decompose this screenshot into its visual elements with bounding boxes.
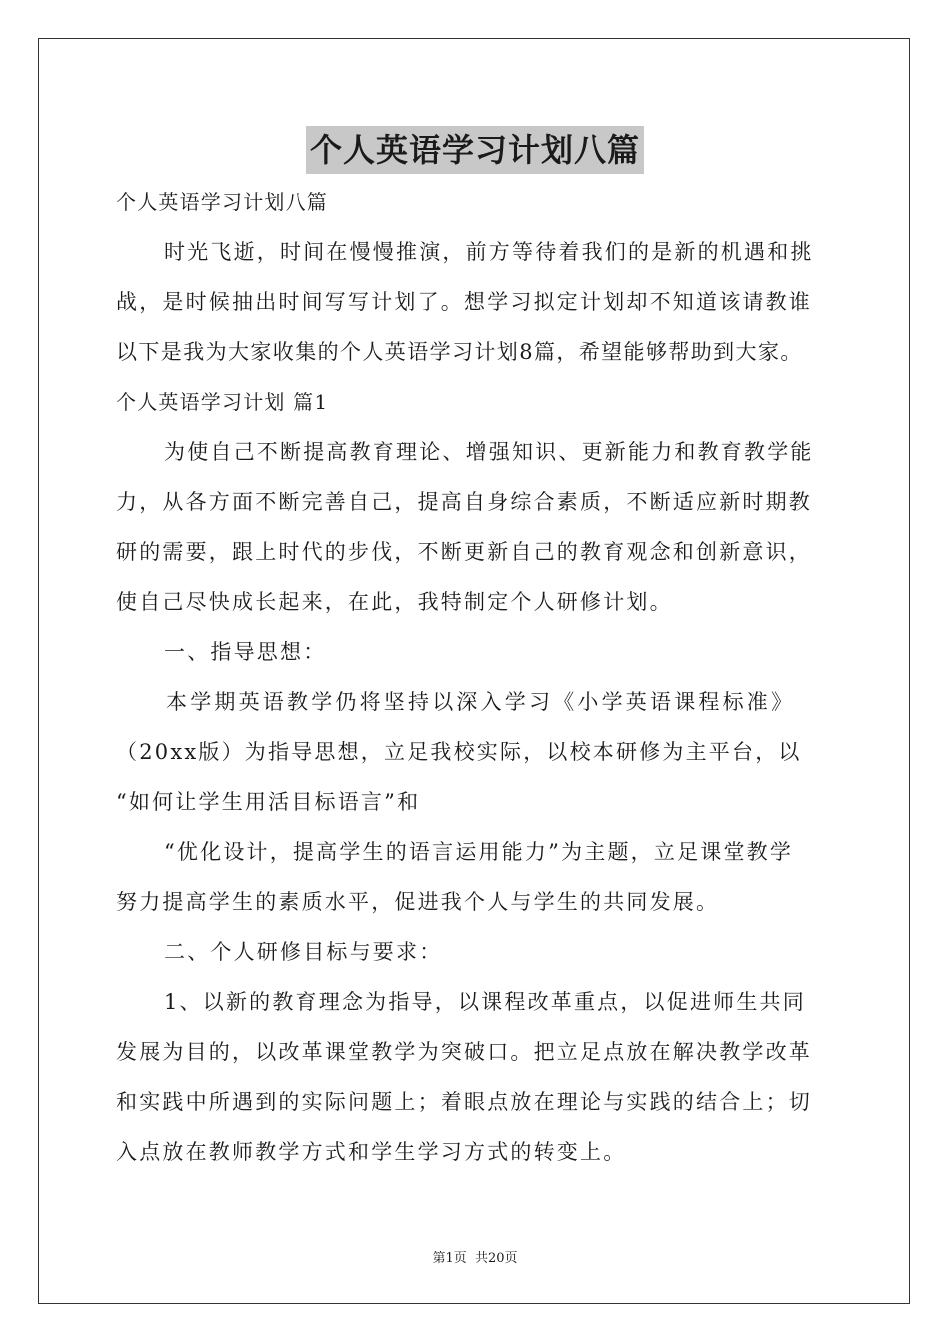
paragraph-line: 以下是我为大家收集的个人英语学习计划8篇，希望能够帮助到大家。 (116, 340, 803, 364)
paragraph-line: 入点放在教师教学方式和学生学习方式的转变上。 (116, 1140, 627, 1164)
paragraph-line: （20xx版）为指导思想，立足我校实际，以校本研修为主平台，以 (116, 740, 802, 764)
page-number: 第1页 (432, 1251, 467, 1266)
paragraph-line: 力，从各方面不断完善自己，提高自身综合素质，不断适应新时期教 (116, 490, 812, 514)
paragraph-line: 发展为目的，以改革课堂教学为突破口。把立足点放在解决教学改革 (116, 1040, 812, 1064)
title-container (0, 126, 950, 174)
paragraph-line: 本学期英语教学仍将坚持以深入学习《小学英语课程标准》 (166, 690, 796, 714)
section-heading: 个人英语学习计划 篇1 (116, 390, 329, 414)
subtitle-line: 个人英语学习计划八篇 (116, 190, 328, 214)
document-title: 个人英语学习计划八篇 (306, 126, 644, 174)
paragraph-line: “如何让学生用活目标语言”和 (116, 790, 421, 814)
subheading-goals: 二、个人研修目标与要求： (164, 940, 443, 964)
paragraph-line: 为使自己不断提高教育理论、增强知识、更新能力和教育教学能 (164, 440, 814, 464)
paragraph-line: 努力提高学生的素质水平，促进我个人与学生的共同发展。 (116, 890, 720, 914)
paragraph-line: “优化设计，提高学生的语言运用能力”为主题，立足课堂教学 (164, 840, 794, 864)
paragraph-line: 战，是时候抽出时间写写计划了。想学习拟定计划却不知道该请教谁 (116, 290, 812, 314)
page-total: 共20页 (474, 1251, 518, 1266)
subheading-guiding-ideology: 一、指导思想： (164, 640, 327, 664)
paragraph-line: 研的需要，跟上时代的步伐，不断更新自己的教育观念和创新意识， (116, 540, 812, 564)
paragraph-line: 时光飞逝，时间在慢慢推演，前方等待着我们的是新的机遇和挑 (164, 240, 814, 264)
page-footer (0, 1247, 950, 1266)
paragraph-line: 1、以新的教育理念为指导，以课程改革重点，以促进师生共同 (164, 990, 806, 1014)
paragraph-line: 和实践中所遇到的实际问题上；着眼点放在理论与实践的结合上；切 (116, 1090, 812, 1114)
paragraph-line: 使自己尽快成长起来，在此，我特制定个人研修计划。 (116, 590, 673, 614)
